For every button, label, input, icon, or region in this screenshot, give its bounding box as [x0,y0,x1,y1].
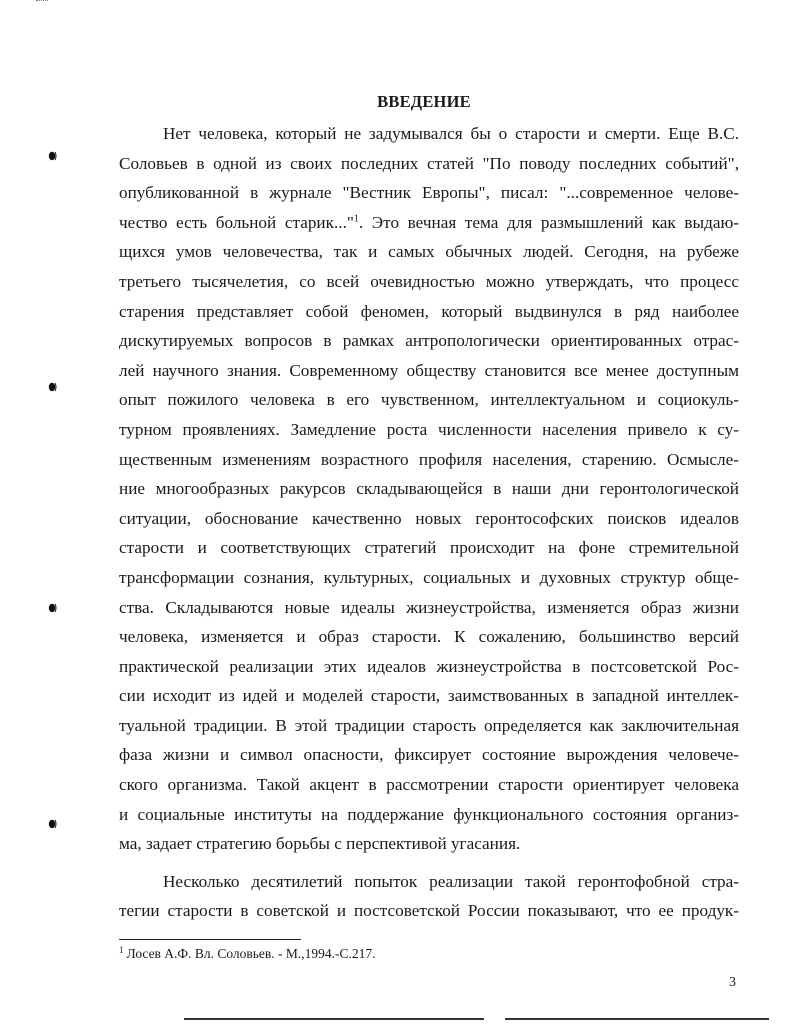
binding-hole-mark [48,381,57,393]
footnote-text: Лосев А.Ф. Вл. Соловьев. - М.,1994.-С.217. [126,946,376,961]
text-line: туальной традиции. В этой традиции старость определяется как заключительная [119,715,739,735]
text-line: старости и соответствующих стратегий происходит на фоне стремительной [119,538,739,558]
text-fragment: чество есть больной старик..." [119,212,354,232]
text-line: ние многообразных ракурсов складывающейся в наши дни геронтологической [119,479,739,499]
text-line: тегии старости в советской и постсоветской России показывают, что ее продук- [119,901,739,921]
footnote-reference: 1 [353,213,359,225]
text-line: ского организма. Такой акцент в рассмотрении старости ориентирует человека [119,775,739,795]
text-line: сии исходит из идей и моделей старости, заимствованных в западной интеллек- [119,686,739,706]
text-fragment: . Это вечная тема для размышлений как выдаю- [358,212,739,232]
text-line: трансформации сознания, культурных, социальных и духовных структур обще- [119,567,739,587]
paragraph-gap [119,859,739,867]
text-line: человека, изменяется и образ старости. К сожалению, большинство версий [119,627,739,647]
page-title: ВВЕДЕНИЕ [377,92,471,111]
text-line: Несколько десятилетий попыток реализации такой геронтофобной стра- [163,871,739,891]
text-line: щественным изменениям возрастного профиля населения, старению. Осмысле- [119,449,739,469]
text-line: дискутируемых вопросов в рамках антропологически ориентированных отрас- [119,331,739,351]
scan-edge-line [184,1018,484,1020]
text-line: и социальные институты на поддержание функционального состояния организ- [119,804,739,824]
text-line: ма, задает стратегию борьбы с перспективой угасания. [119,834,521,854]
footnote [119,946,376,962]
binding-hole-mark [48,150,57,162]
text-line: старения представляет собой феномен, который выдвинулся в ряд наиболее [119,301,739,321]
body-text [119,119,739,926]
footnote-separator [119,939,301,940]
text-line: лей научного знания. Современному обществу становится все менее доступным [119,360,739,380]
binding-hole-mark [48,602,57,614]
scan-speck [36,0,48,1]
text-line: опубликованной в журнале "Вестник Европы", писал: "...современное челове- [119,183,739,203]
text-line: щихся умов человечества, так и самых обычных людей. Сегодня, на рубеже [119,242,739,262]
text-line: фаза жизни и символ опасности, фиксирует состояние вырождения человече- [119,745,739,765]
text-line: третьего тысячелетия, со всей очевидностью можно утверждать, что процесс [119,271,739,291]
footnote-mark: 1 [119,944,124,955]
text-line-with-footnote-ref [119,208,739,238]
text-line: ситуации, обоснование качественно новых геронтософских поисков идеалов [119,508,739,528]
binding-hole-mark [48,818,57,830]
text-line: Соловьев в одной из своих последних статей "По поводу последних событий", [119,153,739,173]
scan-edge-line [505,1018,769,1020]
text-line: ства. Складываются новые идеалы жизнеустройства, изменяется образ жизни [119,597,739,617]
text-line: опыт пожилого человека в его чувственном, интеллектуальном и социокуль- [119,390,739,410]
text-line: Нет человека, который не задумывался бы о старости и смерти. Еще В.С. [163,124,739,143]
text-line: турном проявлениях. Замедление роста численности населения привело к су- [119,419,739,439]
text-line: практической реализации этих идеалов жизнеустройства в постсоветской Рос- [119,656,739,676]
page-number: 3 [729,975,736,990]
